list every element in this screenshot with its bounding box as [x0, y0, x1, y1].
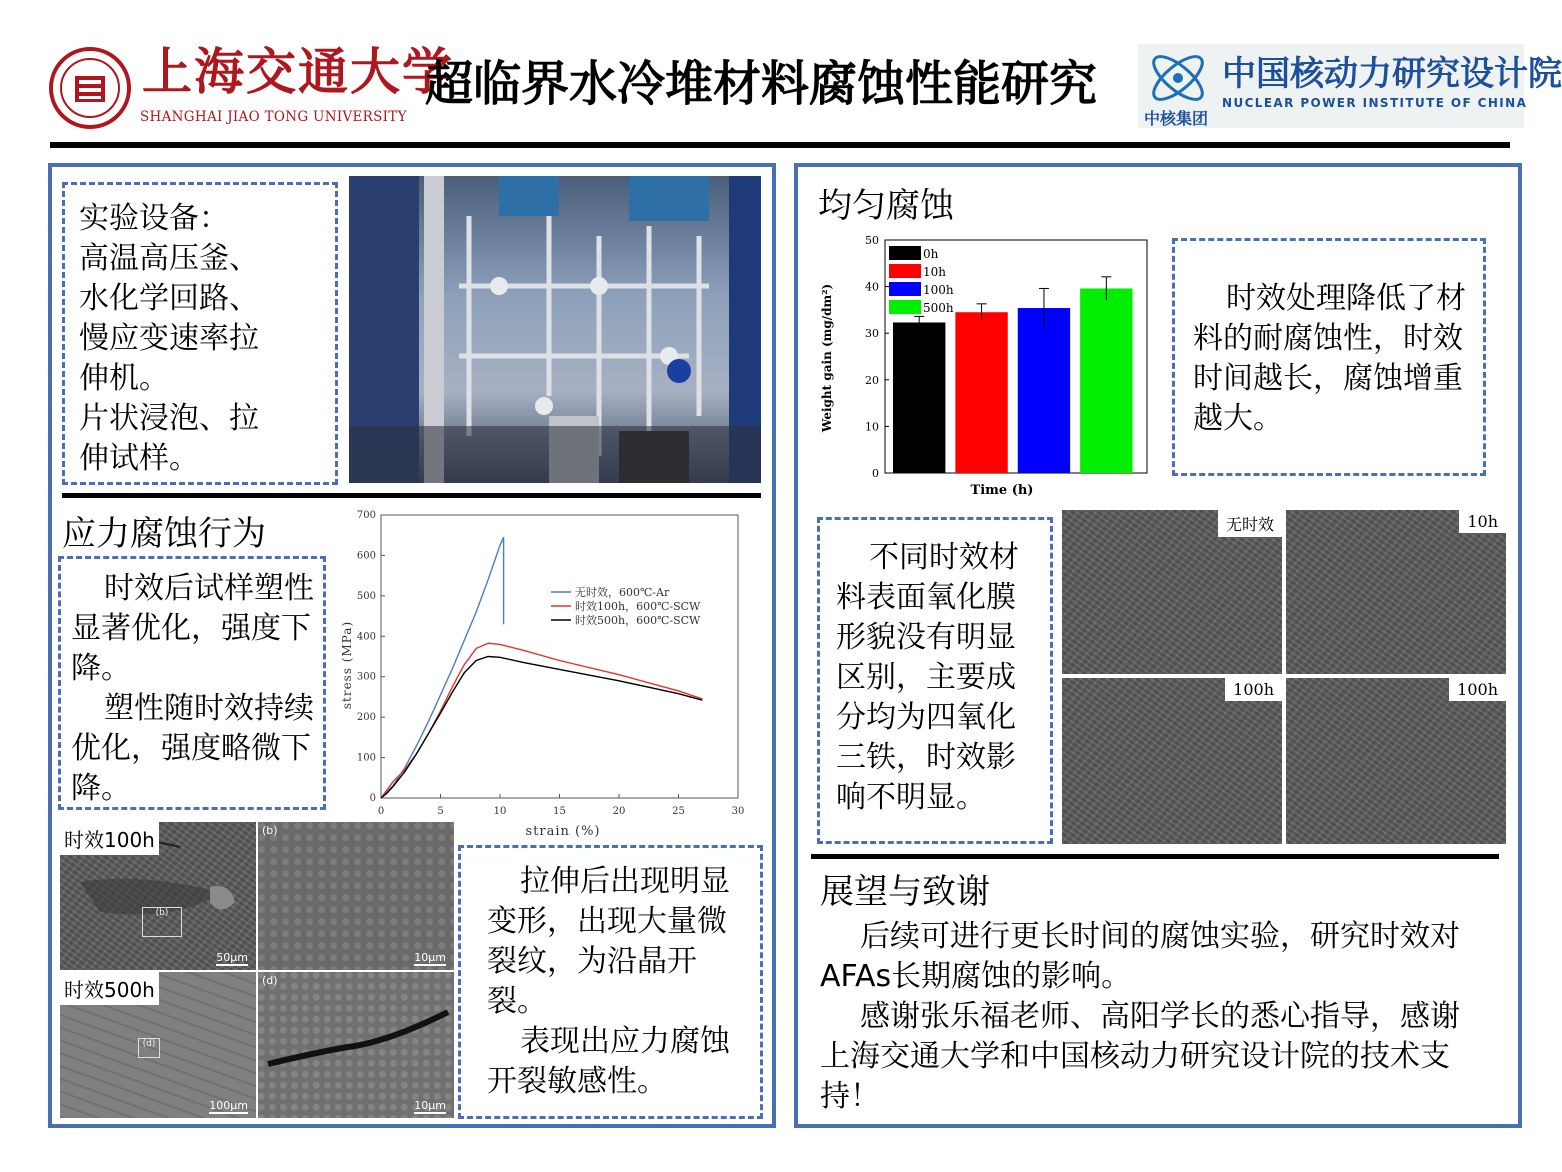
- x-tick-label: 30: [731, 806, 745, 817]
- equipment-line: 实验设备：: [79, 201, 229, 236]
- legend-label: 时效100h，600℃-SCW: [575, 600, 701, 613]
- x-tick-label: 5: [437, 806, 444, 817]
- x-axis-label: strain (%): [525, 824, 601, 839]
- fractograph-label-500h: 时效500h: [60, 972, 159, 1005]
- sjtu-logo: [48, 46, 132, 130]
- fractograph-100h-high: [258, 822, 454, 970]
- bar-0h: [893, 322, 945, 473]
- institute-name-en: NUCLEAR POWER INSTITUTE OF CHINA: [1222, 96, 1528, 110]
- fractograph-500h-high: [258, 972, 454, 1118]
- equipment-line: 片状浸泡、拉: [79, 401, 259, 436]
- y-axis-label: stress (MPa): [340, 620, 354, 710]
- oxide-image-10h: [1286, 510, 1506, 674]
- y-tick-label: 400: [356, 631, 376, 643]
- institute-logo: [1138, 44, 1562, 128]
- uniform-note: [1172, 238, 1486, 476]
- legend-label: 0h: [923, 247, 939, 261]
- oxide-note: [817, 517, 1053, 844]
- fractograph-sublabel-d: (d): [262, 974, 278, 987]
- y-tick-label: 0: [872, 467, 879, 480]
- oxide-label: 无时效: [1218, 510, 1282, 537]
- oxide-label: 100h: [1225, 678, 1282, 701]
- y-tick-label: 500: [356, 590, 376, 602]
- stress-note-para2: 塑性随时效持续优化，强度略微下降。: [71, 691, 314, 806]
- legend-label: 10h: [923, 265, 946, 279]
- scale-bar-10um: 10μm: [414, 951, 446, 964]
- oxide-image-100h: [1062, 678, 1282, 844]
- outlook-heading: 展望与致谢: [820, 872, 990, 912]
- scale-bar-50um: 50μm: [216, 951, 248, 964]
- equipment-illustration: [349, 176, 761, 483]
- sjtu-seal-icon: [48, 46, 132, 130]
- fractograph-100h-low: [60, 822, 256, 970]
- oxide-label: 100h: [1449, 678, 1506, 701]
- equipment-line: 高温高压釜、: [79, 241, 259, 276]
- fractograph-sublabel-b: (b): [262, 824, 278, 837]
- group-name: 中核集团: [1144, 109, 1209, 128]
- equipment-line: 水化学回路、: [79, 281, 259, 316]
- oxide-label: 10h: [1459, 510, 1506, 533]
- uniform-note-text: 时效处理降低了材料的耐腐蚀性，时效时间越长，腐蚀增重越大。: [1193, 281, 1466, 436]
- fracture-note-para1: 拉伸后出现明显变形，出现大量微裂纹，为沿晶开裂。: [487, 864, 730, 1019]
- x-tick-label: 20: [612, 806, 626, 817]
- outlook-body: [820, 917, 1480, 1117]
- equipment-line: 伸试样。: [79, 441, 199, 476]
- stress-note: [58, 556, 326, 810]
- y-tick-label: 700: [356, 510, 376, 521]
- y-tick-label: 10: [865, 420, 879, 434]
- fracture-note-para2: 表现出应力腐蚀开裂敏感性。: [487, 1024, 730, 1099]
- x-tick-label: 0: [377, 806, 385, 817]
- right-divider: [811, 854, 1499, 859]
- stress-note-para1: 时效后试样塑性显著优化，强度下降。: [71, 571, 314, 686]
- y-tick-label: 600: [356, 550, 376, 562]
- y-tick-label: 20: [865, 373, 879, 387]
- bar-100h: [1018, 308, 1070, 473]
- fractograph-label-100h: 时效100h: [60, 822, 159, 855]
- y-tick-label: 30: [865, 327, 879, 341]
- y-tick-label: 300: [356, 671, 376, 683]
- left-divider: [62, 493, 761, 498]
- legend-swatch: [889, 300, 921, 314]
- zoom-marker-b: (b): [142, 907, 182, 937]
- x-tick-label: 15: [553, 806, 566, 817]
- equipment-photo: [349, 176, 761, 483]
- fractograph-500h-low: [60, 972, 256, 1118]
- stress-strain-chart: [333, 505, 763, 845]
- y-tick-label: 100: [356, 752, 376, 764]
- zoom-marker-d: (d): [138, 1038, 160, 1058]
- x-tick-label: 25: [672, 806, 685, 817]
- oxide-note-text: 不同时效材料表面氧化膜形貌没有明显区别，主要成分均为四氧化三铁，时效影响不明显。: [836, 540, 1019, 815]
- equipment-line: 慢应变速率拉: [79, 321, 259, 356]
- equipment-note: [62, 182, 338, 485]
- y-axis-label: Weight gain (mg/dm²): [820, 283, 834, 433]
- scale-bar-10um: 10μm: [414, 1099, 446, 1112]
- oxide-image-100h-second: [1286, 678, 1506, 844]
- header-rule: [50, 142, 1510, 148]
- university-name-en: SHANGHAI JIAO TONG UNIVERSITY: [140, 109, 407, 125]
- fracture-note: [458, 845, 763, 1119]
- legend-label: 500h: [923, 301, 954, 315]
- x-tick-label: 10: [493, 806, 507, 817]
- scale-bar-100um: 100μm: [209, 1099, 248, 1112]
- atom-icon: [1142, 46, 1214, 110]
- y-tick-label: 50: [865, 234, 879, 247]
- outlook-para2: 感谢张乐福老师、高阳学长的悉心指导，感谢上海交通大学和中国核动力研究设计院的技术支持！: [820, 999, 1460, 1114]
- legend-swatch: [889, 282, 921, 296]
- weight-gain-chart: [815, 230, 1160, 500]
- uniform-heading: 均匀腐蚀: [818, 186, 954, 226]
- legend-label: 100h: [923, 283, 954, 297]
- bar-500h: [1080, 288, 1132, 473]
- university-name-cn: 上海交通大学: [142, 42, 454, 101]
- legend-swatch: [889, 246, 921, 260]
- legend-label: 无时效，600℃-Ar: [575, 586, 670, 599]
- institute-name-cn: 中国核动力研究设计院: [1222, 54, 1562, 94]
- oxide-image-unaged: [1062, 510, 1282, 674]
- y-tick-label: 200: [356, 712, 376, 724]
- legend-label: 时效500h，600℃-SCW: [575, 614, 701, 627]
- legend-swatch: [889, 264, 921, 278]
- equipment-line: 伸机。: [79, 361, 169, 396]
- y-tick-label: 0: [369, 793, 376, 804]
- bar-10h: [955, 312, 1007, 473]
- x-axis-label: Time (h): [970, 483, 1034, 498]
- outlook-para1: 后续可进行更长时间的腐蚀实验，研究时效对AFAs长期腐蚀的影响。: [820, 919, 1460, 994]
- page-title: 超临界水冷堆材料腐蚀性能研究: [425, 56, 1098, 112]
- y-tick-label: 40: [865, 280, 879, 294]
- stress-heading: 应力腐蚀行为: [62, 514, 266, 554]
